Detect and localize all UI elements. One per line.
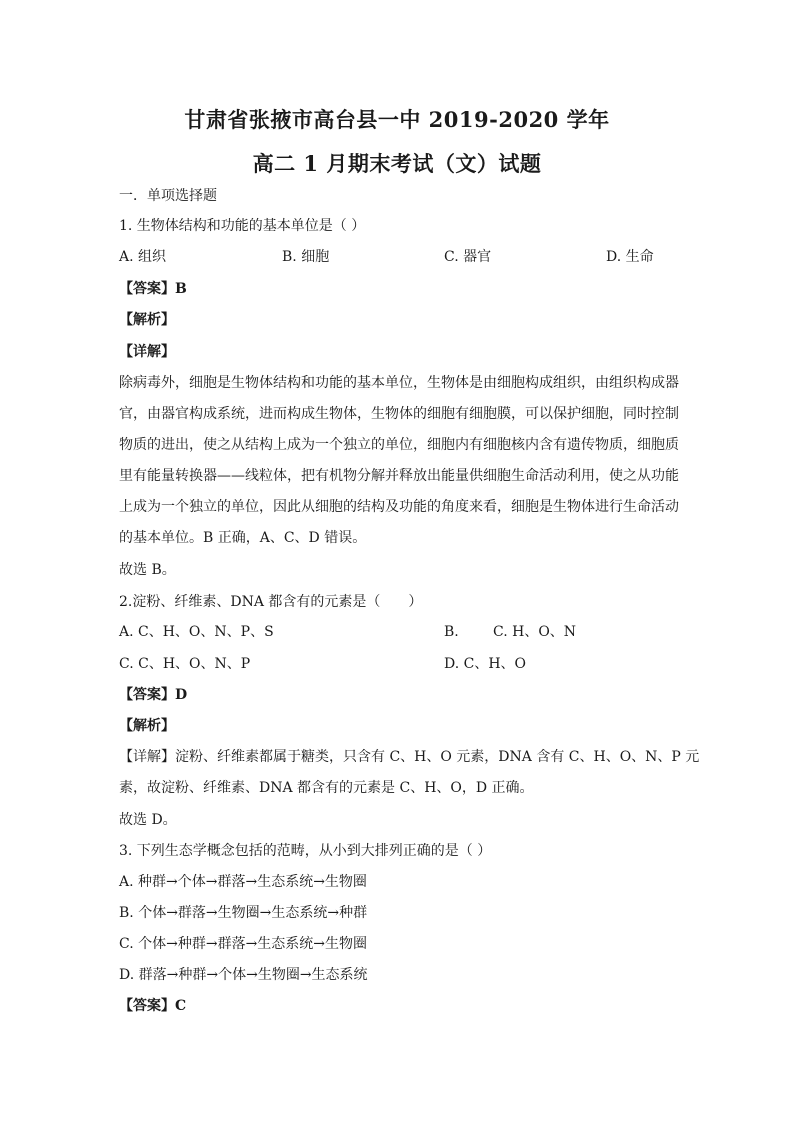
title-line-1: 甘肃省张掖市高台县一中 2019-2020 学年 (184, 107, 610, 132)
q3-option-d: D. 群落→种群→个体→生物圈→生态系统 (119, 967, 368, 983)
title-line-2: 高二 1 月期末考试（文）试题 (252, 151, 542, 176)
q1-stem: 1. 生物体结构和功能的基本单位是（ ） (119, 218, 366, 234)
q2-detail-line: 素，故淀粉、纤维素、DNA 都含有的元素是 C、H、O，D 正确。 (119, 780, 534, 796)
q1-option-c: C. 器官 (444, 249, 492, 265)
q1-answer: 【答案】B (119, 281, 187, 297)
section-heading: 一．单项选择题 (119, 188, 217, 204)
q3-answer: 【答案】C (119, 998, 187, 1014)
q1-detail-line: 里有能量转换器——线粒体，把有机物分解并释放出能量供细胞生命活动利用，使之从功能 (119, 468, 679, 484)
q2-answer: 【答案】D (119, 687, 188, 703)
q1-detail-label: 【详解】 (119, 344, 175, 360)
q1-option-a: A. 组织 (119, 249, 167, 265)
q1-detail-line: 上成为一个独立的单位，因此从细胞的结构及功能的角度来看，细胞是生物体进行生命活动 (119, 499, 679, 515)
q2-stem: 2.淀粉、纤维素、DNA 都含有的元素是（ ） (119, 594, 423, 610)
q3-option-c: C. 个体→种群→群落→生态系统→生物圈 (119, 936, 368, 952)
q2-option-a: A. C、H、O、N、P、S (119, 624, 274, 640)
q1-detail-line: 物质的进出，使之从结构上成为一个独立的单位，细胞内有细胞核内含有遗传物质，细胞质 (119, 437, 679, 453)
q2-conclusion: 故选 D。 (119, 812, 177, 828)
q1-option-d: D. 生命 (606, 249, 654, 265)
q2-option-d: D. C、H、O (444, 656, 527, 672)
q2-option-c: C. C、H、O、N、P (119, 656, 251, 672)
q1-conclusion: 故选 B。 (119, 562, 176, 578)
q2-detail-line: 【详解】淀粉、纤维素都属于糖类，只含有 C、H、O 元素，DNA 含有 C、H、O、N、P 元 (119, 749, 700, 765)
q2-option-b: B. (444, 624, 459, 640)
q1-detail-line: 除病毒外，细胞是生物体结构和功能的基本单位，生物体是由细胞构成组织，由组织构成器 (119, 375, 679, 391)
q1-analysis-label: 【解析】 (119, 312, 175, 328)
q1-detail-line: 官，由器官构成系统，进而构成生物体，生物体的细胞有细胞膜，可以保护细胞，同时控制 (119, 406, 679, 422)
q1-detail-line: 的基本单位。B 正确，A、C、D 错误。 (119, 530, 367, 546)
q2-option-b-text: C. H、O、N (493, 624, 577, 640)
q1-option-b: B. 细胞 (282, 249, 330, 265)
q3-stem: 3. 下列生态学概念包括的范畴，从小到大排列正确的是（ ） (119, 843, 492, 859)
q3-option-a: A. 种群→个体→群落→生态系统→生物圈 (119, 874, 367, 890)
q3-option-b: B. 个体→群落→生物圈→生态系统→种群 (119, 905, 368, 921)
q2-analysis-label: 【解析】 (119, 718, 175, 734)
